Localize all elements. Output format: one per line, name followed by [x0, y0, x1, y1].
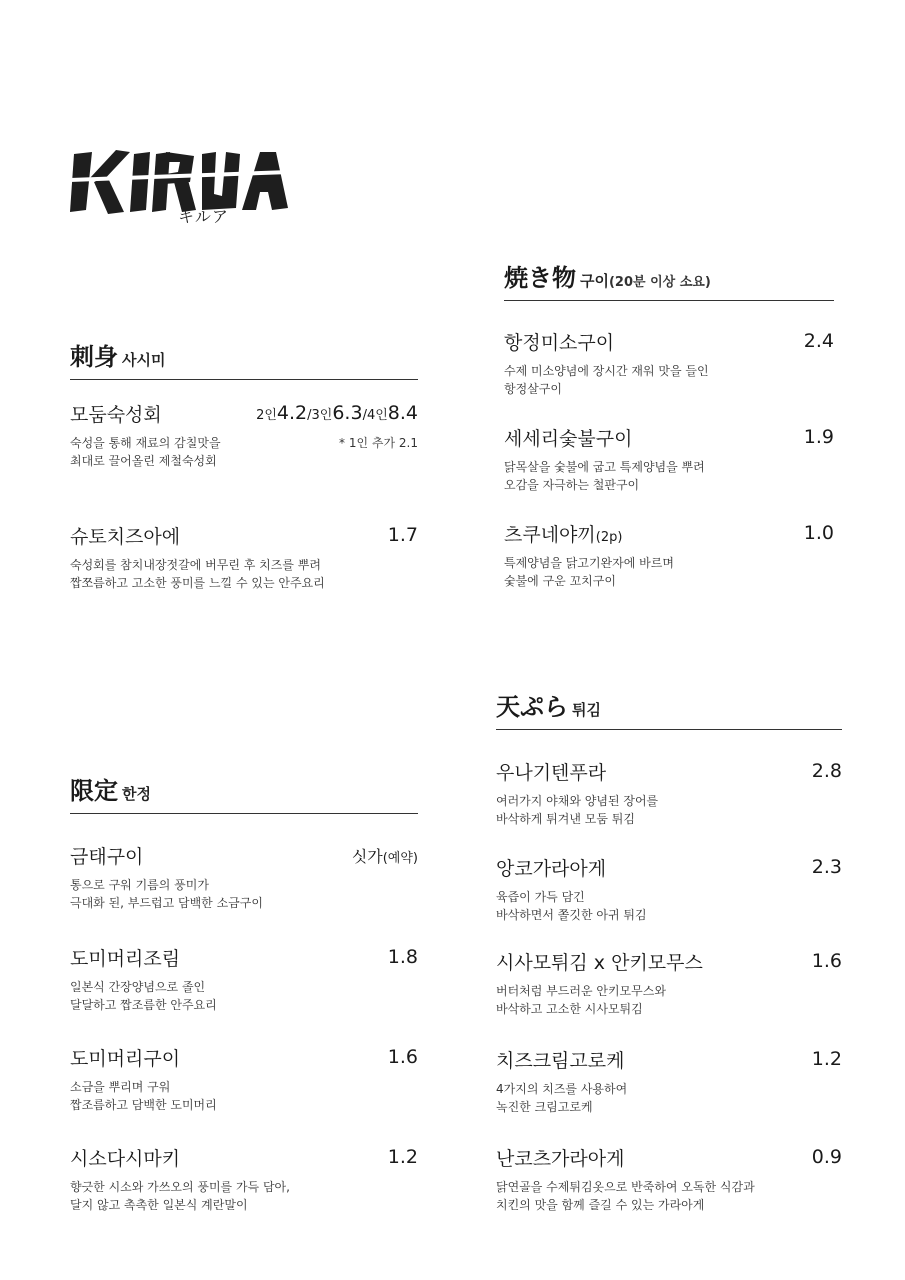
- title-kr: 한정: [122, 785, 151, 803]
- desc-line: 짭조름하고 담백한 도미머리: [70, 1098, 217, 1112]
- section-title: [70, 345, 165, 369]
- desc-line: 최대로 끌어올린 제철숙성회: [70, 454, 217, 468]
- item-description: [70, 1078, 217, 1114]
- item-name-text: 츠쿠네야끼: [504, 524, 596, 546]
- title-kr: 튀김: [572, 701, 601, 719]
- item-description: [70, 556, 325, 592]
- item-price: 2.4: [803, 330, 834, 352]
- price-part: /3인: [307, 408, 333, 423]
- grill-header: [504, 256, 834, 301]
- sashimi-section: [70, 336, 418, 596]
- item-price: 0.9: [811, 1146, 842, 1168]
- item-name: 난코츠가라아게: [496, 1148, 625, 1170]
- desc-line: 닭목살을 숯불에 굽고 특제양념을 뿌려: [504, 460, 705, 474]
- item-note: * 1인 추가 2.1: [339, 436, 418, 450]
- item-description: [504, 554, 674, 590]
- title-kr: 구이: [580, 272, 609, 290]
- item-price: 1.6: [811, 950, 842, 972]
- title-jp: 限定: [70, 777, 118, 805]
- item-price: 2.3: [811, 856, 842, 878]
- title-jp: 焼き物: [504, 264, 576, 292]
- limited-header: [70, 770, 418, 814]
- item-description: [70, 1178, 290, 1214]
- desc-line: 숙성회를 참치내장젓갈에 버무린 후 치즈를 뿌려: [70, 558, 321, 572]
- item-name: 도미머리조림: [70, 948, 181, 970]
- tempura-header: [496, 686, 842, 730]
- desc-line: 항정살구이: [504, 382, 562, 396]
- title-jp: 刺身: [70, 343, 118, 371]
- item-name: 슈토치즈아에: [70, 526, 181, 548]
- item-price: 1.2: [387, 1146, 418, 1168]
- item-name: 세세리숯불구이: [504, 428, 633, 450]
- item-description: [70, 434, 221, 470]
- item-name: 도미머리구이: [70, 1048, 181, 1070]
- desc-line: 바삭하고 고소한 시사모튀김: [496, 1002, 643, 1016]
- title-kr: 사시미: [122, 351, 166, 369]
- item-name: 치즈크림고로케: [496, 1050, 625, 1072]
- item-price: 1.8: [387, 946, 418, 968]
- desc-line: 버터처럼 부드러운 안키모무스와: [496, 984, 666, 998]
- item-description: [496, 982, 666, 1018]
- item-price: [256, 402, 418, 424]
- desc-line: 닭연골을 수제튀김옷으로 반죽하여 오독한 식감과: [496, 1180, 755, 1194]
- desc-line: 소금을 뿌리며 구워: [70, 1080, 171, 1094]
- limited-section: [70, 770, 418, 1220]
- desc-line: 일본식 간장양념으로 졸인: [70, 980, 206, 994]
- item-price: 1.0: [803, 522, 834, 544]
- sashimi-header: [70, 336, 418, 380]
- price-value: 싯가: [351, 847, 383, 866]
- logo-kana: キルア: [178, 207, 229, 226]
- desc-line: 수제 미소양념에 장시간 재워 맛을 들인: [504, 364, 709, 378]
- price-note: (예약): [382, 851, 418, 866]
- item-description: [504, 362, 709, 398]
- item-description: [504, 458, 705, 494]
- item-price: 2.8: [811, 760, 842, 782]
- item-description: [70, 876, 263, 912]
- desc-line: 숙성을 통해 재료의 감칠맛을: [70, 436, 221, 450]
- desc-line: 향긋한 시소와 가쓰오의 풍미를 가득 담아,: [70, 1180, 290, 1194]
- item-description: [496, 888, 647, 924]
- section-title: [504, 266, 711, 290]
- item-name: 금태구이: [70, 846, 144, 868]
- item-name: 항정미소구이: [504, 332, 615, 354]
- section-title: [70, 779, 151, 803]
- item-price: 1.7: [387, 524, 418, 546]
- item-description: [496, 1178, 755, 1214]
- desc-line: 치킨의 맛을 함께 즐길 수 있는 가라아게: [496, 1198, 705, 1212]
- section-title: [496, 695, 601, 719]
- desc-line: 여러가지 야채와 양념된 장어를: [496, 794, 659, 808]
- title-note: (20분 이상 소요): [608, 275, 711, 290]
- desc-line: 4가지의 치즈를 사용하여: [496, 1082, 628, 1096]
- price-part: 4.2: [276, 402, 308, 424]
- item-price: 1.2: [811, 1048, 842, 1070]
- desc-line: 특제양념을 닭고기완자에 바르며: [504, 556, 674, 570]
- desc-line: 달달하고 짭조름한 안주요리: [70, 998, 217, 1012]
- item-name: 우나기텐푸라: [496, 762, 607, 784]
- title-jp: 天ぷら: [496, 693, 568, 721]
- item-description: [70, 978, 217, 1014]
- item-description: [496, 792, 658, 828]
- desc-line: 오감을 자극하는 철판구이: [504, 478, 640, 492]
- price-part: /4인: [362, 408, 388, 423]
- item-price: 1.9: [803, 426, 834, 448]
- price-part: 8.4: [387, 402, 418, 424]
- desc-line: 극대화 된, 부드럽고 담백한 소금구이: [70, 896, 263, 910]
- desc-line: 바삭하게 튀겨낸 모둠 튀김: [496, 812, 635, 826]
- desc-line: 녹진한 크림고로케: [496, 1100, 593, 1114]
- item-name: 모둠숙성회: [70, 404, 162, 426]
- item-name: 앙코가라아게: [496, 858, 607, 880]
- brand-logo: [70, 148, 290, 228]
- grill-section: [504, 256, 834, 596]
- item-name: 시사모튀김 x 안키모무스: [496, 952, 703, 974]
- desc-line: 짭쪼름하고 고소한 풍미를 느낄 수 있는 안주요리: [70, 576, 325, 590]
- price-part: 2인: [256, 408, 277, 423]
- price-part: 6.3: [332, 402, 363, 424]
- item-name: 시소다시마키: [70, 1148, 181, 1170]
- item-description: [496, 1080, 627, 1116]
- item-name-note: (2p): [595, 530, 623, 545]
- item-price: [352, 844, 418, 867]
- desc-line: 바삭하면서 쫄깃한 아귀 튀김: [496, 908, 647, 922]
- item-price: 1.6: [387, 1046, 418, 1068]
- desc-line: 통으로 구워 기름의 풍미가: [70, 878, 209, 892]
- item-name: [504, 520, 622, 547]
- desc-line: 달지 않고 촉촉한 일본식 계란말이: [70, 1198, 248, 1212]
- desc-line: 육즙이 가득 담긴: [496, 890, 585, 904]
- tempura-section: [496, 686, 842, 1226]
- desc-line: 숯불에 구운 꼬치구이: [504, 574, 616, 588]
